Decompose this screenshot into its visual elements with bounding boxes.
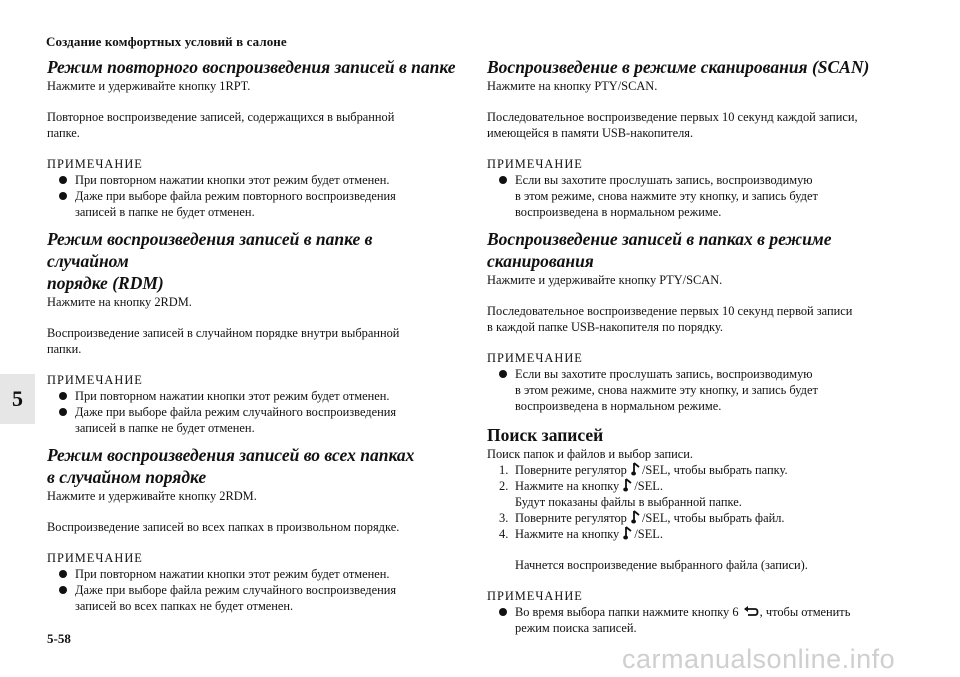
page-header-title: Создание комфортных условий в салоне [46,34,287,49]
knob-icon [631,462,641,476]
back-arrow-icon [743,605,759,617]
note-label: ПРИМЕЧАНИЕ [487,157,583,171]
list-item-continuation: записей во всех папках не будет отменен. [75,599,294,613]
instruction: Нажмите на кнопку PTY/SCAN. [487,79,658,93]
bullet-dot-icon [59,176,67,184]
note-list [47,172,457,220]
list-item: Даже при выборе файла режим случайного воспроизведения [47,582,457,598]
chapter-number: 5 [12,386,23,411]
list-item-continuation: в этом режиме, снова нажмите эту кнопку, и запись будет [515,189,818,203]
description-line: Воспроизведение записей во всех папках в произвольном порядке. [47,520,400,534]
list-item: Даже при выборе файла режим повторного воспроизведения [47,188,457,204]
list-item-continuation: воспроизведена в нормальном режиме. [515,205,722,219]
list-item-continuation: режим поиска записей. [515,621,637,635]
note-list [47,566,457,614]
list-item: При повторном нажатии кнопки этот режим будет отменен. [47,388,457,404]
step-item: 2. Нажмите на кнопку /SEL. [499,479,663,493]
description-line: папки. [47,342,82,356]
description-line: Воспроизведение записей в случайном порядке внутри выбранной [47,326,400,340]
list-item-continuation: в этом режиме, снова нажмите эту кнопку, и запись будет [515,383,818,397]
instruction: Нажмите и удерживайте кнопку 2RDM. [47,489,257,503]
bullet-dot-icon [499,176,507,184]
right-column [487,56,907,636]
list-item-continuation: записей в папке не будет отменен. [75,421,255,435]
note-list [487,172,907,220]
section-title-scan: Воспроизведение в режиме сканирования (SCAN) [487,57,870,77]
knob-icon [623,526,633,540]
section-title-folder-repeat: Режим повторного воспроизведения записей в папке [47,57,456,77]
list-item: Если вы захотите прослушать запись, воспроизводимую [487,366,907,382]
bullet-dot-icon [499,370,507,378]
knob-icon [631,510,641,524]
note-list [487,366,907,414]
list-item-continuation: воспроизведена в нормальном режиме. [515,399,722,413]
description-line: Последовательное воспроизведение первых 10 секунд каждой записи, [487,110,858,124]
section-title-search: Поиск записей [487,425,604,445]
description-line: в каждой папке USB-накопителя по порядку. [487,320,723,334]
chapter-tab [0,374,35,424]
intro-text: Поиск папок и файлов и выбор записи. [487,447,693,461]
note-label: ПРИМЕЧАНИЕ [47,157,143,171]
section-title-all-random: Режим воспроизведения записей во всех папках в случайном порядке [47,445,415,487]
list-item: Если вы захотите прослушать запись, воспроизводимую [487,172,907,188]
description-line: Повторное воспроизведение записей, содержащихся в выбранной [47,110,395,124]
list-item-continuation: записей в папке не будет отменен. [75,205,255,219]
description-line: Последовательное воспроизведение первых 10 секунд первой записи [487,304,853,318]
instruction: Нажмите на кнопку 2RDM. [47,295,192,309]
watermark: carmanualsonline.info [622,644,896,674]
list-item: При повторном нажатии кнопки этот режим будет отменен. [47,172,457,188]
note-label: ПРИМЕЧАНИЕ [487,589,583,603]
bullet-dot-icon [59,586,67,594]
instruction: Нажмите и удерживайте кнопку 1RPT. [47,79,251,93]
bullet-dot-icon [499,608,507,616]
list-item: Во время выбора папки нажмите кнопку 6 , чтобы отменить [487,604,907,620]
note-label: ПРИМЕЧАНИЕ [47,551,143,565]
note-list [487,604,907,636]
bullet-dot-icon [59,570,67,578]
result-text: Начнется воспроизведение выбранного файла (записи). [515,558,808,572]
knob-icon [623,478,633,492]
section-title-folder-random: Режим воспроизведения записей в папке в случайном порядке (RDM) [47,229,373,293]
note-label: ПРИМЕЧАНИЕ [487,351,583,365]
step-item: 3. Поверните регулятор /SEL, чтобы выбрать файл. [499,511,785,525]
bullet-dot-icon [59,392,67,400]
step-item-continuation: Будут показаны файлы в выбранной папке. [515,495,742,509]
bullet-dot-icon [59,192,67,200]
instruction: Нажмите и удерживайте кнопку PTY/SCAN. [487,273,723,287]
bullet-dot-icon [59,408,67,416]
list-item: При повторном нажатии кнопки этот режим будет отменен. [47,566,457,582]
steps-list [487,462,907,542]
step-item: 4. Нажмите на кнопку /SEL. [499,527,663,541]
list-item: Даже при выборе файла режим случайного воспроизведения [47,404,457,420]
section-title-folder-scan: Воспроизведение записей в папках в режиме сканирования [487,229,832,271]
left-column [47,56,457,614]
page-number: 5-58 [47,631,71,646]
description-line: имеющейся в памяти USB-накопителя. [487,126,694,140]
note-list [47,388,457,436]
description-line: папке. [47,126,80,140]
step-item: 1. Поверните регулятор /SEL, чтобы выбрать папку. [499,463,788,477]
note-label: ПРИМЕЧАНИЕ [47,373,143,387]
